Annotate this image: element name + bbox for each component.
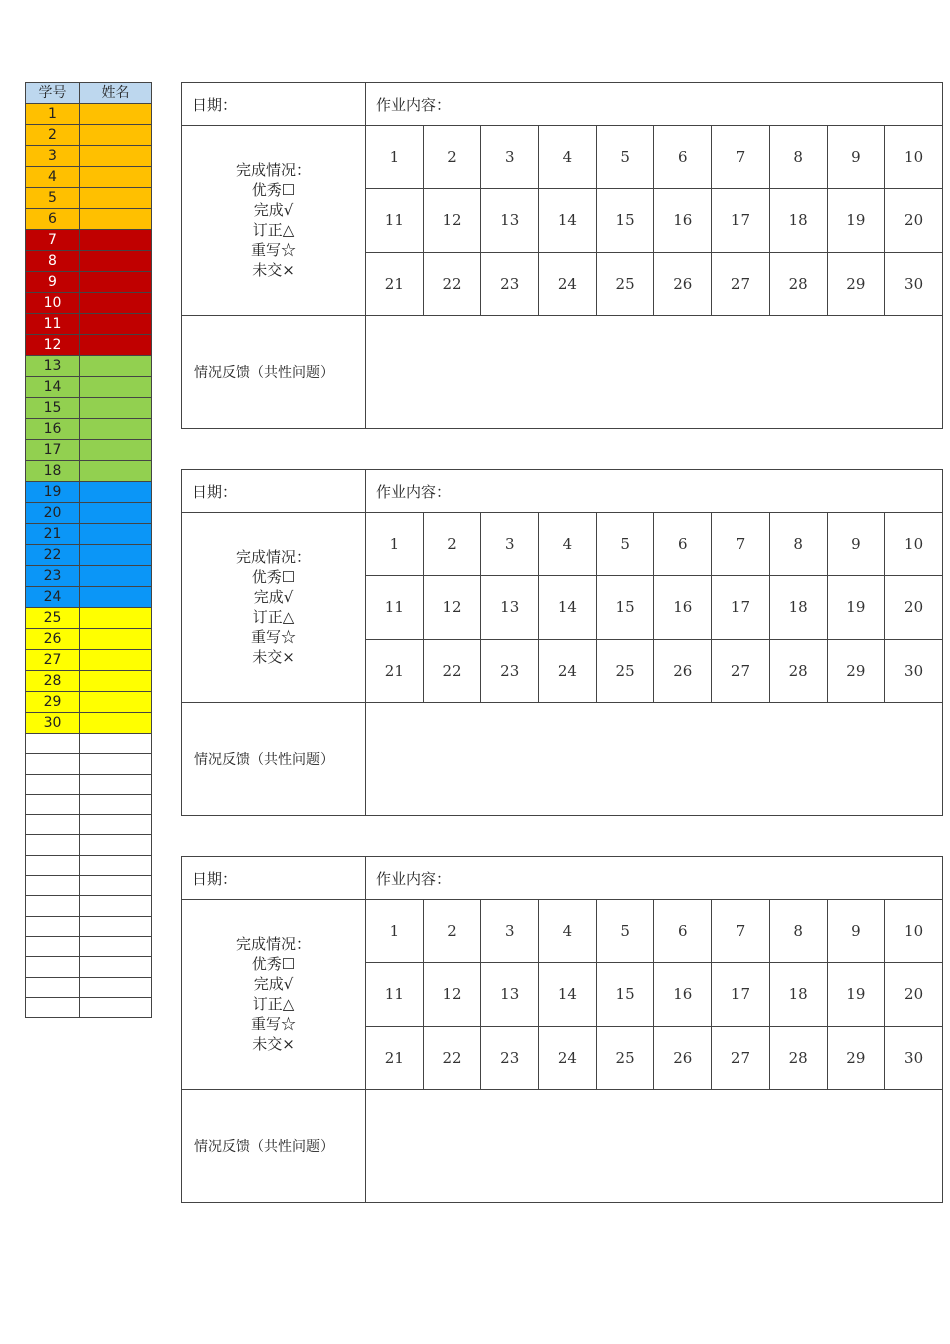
homework-content-field[interactable] — [366, 470, 943, 513]
student-status-cell[interactable]: 24 — [539, 252, 597, 315]
student-name-cell[interactable] — [80, 794, 152, 814]
student-status-cell[interactable]: 24 — [539, 639, 597, 702]
form-header-row — [182, 857, 943, 900]
student-status-cell[interactable]: 21 — [366, 639, 424, 702]
student-name-cell[interactable] — [80, 104, 152, 125]
status-row — [182, 900, 943, 963]
student-status-cell[interactable]: 15 — [596, 189, 654, 252]
student-status-cell[interactable]: 3 — [481, 126, 539, 189]
student-status-cell[interactable]: 28 — [769, 639, 827, 702]
roster-row — [26, 167, 152, 188]
student-number: 4 — [26, 167, 80, 188]
roster-row — [26, 146, 152, 167]
completion-title: 完成情况： — [235, 935, 311, 954]
student-name-cell[interactable] — [80, 377, 152, 398]
roster-row — [26, 692, 152, 713]
student-status-cell[interactable]: 16 — [654, 189, 712, 252]
student-status-cell[interactable]: 22 — [423, 1026, 481, 1089]
student-status-cell[interactable]: 28 — [769, 1026, 827, 1089]
roster-row — [26, 398, 152, 419]
student-number: 29 — [26, 692, 80, 713]
student-name-cell[interactable] — [80, 503, 152, 524]
student-number: 12 — [26, 335, 80, 356]
student-status-cell[interactable]: 23 — [481, 639, 539, 702]
student-status-cell[interactable]: 11 — [366, 576, 424, 639]
student-name-cell[interactable] — [80, 650, 152, 671]
student-status-cell[interactable]: 17 — [712, 189, 770, 252]
roster-empty-row — [26, 855, 152, 875]
student-status-cell[interactable]: 2 — [423, 900, 481, 963]
student-number: 22 — [26, 545, 80, 566]
student-status-cell[interactable]: 20 — [885, 576, 943, 639]
student-number: 15 — [26, 398, 80, 419]
roster-row — [26, 104, 152, 125]
student-number-cell[interactable] — [26, 876, 80, 896]
student-number-cell[interactable] — [26, 896, 80, 916]
homework-content-label: 作业内容： — [376, 869, 452, 888]
roster-row — [26, 377, 152, 398]
roster-row — [26, 587, 152, 608]
roster-empty-row — [26, 794, 152, 814]
roster-row — [26, 503, 152, 524]
student-name-cell[interactable] — [80, 835, 152, 855]
student-status-cell[interactable]: 17 — [712, 963, 770, 1026]
student-status-cell[interactable]: 16 — [654, 576, 712, 639]
student-name-cell[interactable] — [80, 125, 152, 146]
student-status-cell[interactable]: 4 — [539, 126, 597, 189]
student-number: 7 — [26, 230, 80, 251]
student-name-cell[interactable] — [80, 398, 152, 419]
student-status-cell[interactable]: 30 — [885, 1026, 943, 1089]
homework-form — [181, 82, 943, 429]
date-label: 日期： — [192, 869, 238, 888]
student-name-cell[interactable] — [80, 209, 152, 230]
student-number: 10 — [26, 293, 80, 314]
student-status-cell[interactable]: 28 — [769, 252, 827, 315]
student-status-cell[interactable]: 22 — [423, 639, 481, 702]
status-row — [182, 126, 943, 189]
student-status-cell[interactable]: 25 — [596, 1026, 654, 1089]
student-number-cell[interactable] — [26, 936, 80, 956]
homework-content-field[interactable] — [366, 83, 943, 126]
student-number: 25 — [26, 608, 80, 629]
student-status-cell[interactable]: 5 — [596, 900, 654, 963]
student-number-cell[interactable] — [26, 957, 80, 977]
status-row — [182, 513, 943, 576]
student-number: 14 — [26, 377, 80, 398]
legend-complete: 完成√ — [253, 588, 294, 607]
form-header-row — [182, 470, 943, 513]
form-header-row — [182, 83, 943, 126]
student-name-cell[interactable] — [80, 482, 152, 503]
roster-row — [26, 230, 152, 251]
completion-legend — [182, 513, 366, 703]
student-status-cell[interactable]: 27 — [712, 639, 770, 702]
feedback-area[interactable] — [366, 702, 943, 815]
student-status-cell[interactable]: 16 — [654, 963, 712, 1026]
student-status-cell[interactable]: 26 — [654, 1026, 712, 1089]
legend-rewrite: 重写☆ — [250, 241, 296, 260]
roster-row — [26, 356, 152, 377]
student-status-cell[interactable]: 8 — [769, 126, 827, 189]
student-number: 17 — [26, 440, 80, 461]
student-name-cell[interactable] — [80, 524, 152, 545]
roster-row — [26, 629, 152, 650]
student-status-cell[interactable]: 12 — [423, 576, 481, 639]
student-status-cell[interactable]: 22 — [423, 252, 481, 315]
student-number: 28 — [26, 671, 80, 692]
student-status-cell[interactable]: 7 — [712, 126, 770, 189]
student-name-cell[interactable] — [80, 461, 152, 482]
roster-row — [26, 419, 152, 440]
student-number: 20 — [26, 503, 80, 524]
student-number-cell[interactable] — [26, 774, 80, 794]
student-status-cell[interactable]: 4 — [539, 900, 597, 963]
student-name-cell[interactable] — [80, 293, 152, 314]
student-status-cell[interactable]: 6 — [654, 900, 712, 963]
student-name-cell[interactable] — [80, 566, 152, 587]
feedback-row — [182, 315, 943, 428]
student-status-cell[interactable]: 9 — [827, 900, 885, 963]
student-status-cell[interactable]: 11 — [366, 963, 424, 1026]
feedback-label: 情况反馈（共性问题） — [182, 702, 366, 815]
legend-excellent: 优秀☐ — [251, 568, 296, 587]
roster-empty-row — [26, 835, 152, 855]
student-name-cell[interactable] — [80, 356, 152, 377]
legend-excellent: 优秀☐ — [251, 181, 296, 200]
student-status-cell[interactable]: 19 — [827, 189, 885, 252]
homework-form — [181, 469, 943, 816]
student-status-cell[interactable]: 20 — [885, 963, 943, 1026]
student-status-cell[interactable]: 29 — [827, 1026, 885, 1089]
student-roster-table — [25, 82, 152, 1018]
student-name-cell[interactable] — [80, 896, 152, 916]
student-status-cell[interactable]: 30 — [885, 252, 943, 315]
student-name-cell[interactable] — [80, 957, 152, 977]
student-number: 21 — [26, 524, 80, 545]
student-name-cell[interactable] — [80, 314, 152, 335]
date-label: 日期： — [192, 95, 238, 114]
legend-excellent: 优秀☐ — [251, 955, 296, 974]
student-status-cell[interactable]: 29 — [827, 252, 885, 315]
student-status-cell[interactable]: 13 — [481, 963, 539, 1026]
feedback-area[interactable] — [366, 315, 943, 428]
roster-row — [26, 335, 152, 356]
student-name-cell[interactable] — [80, 692, 152, 713]
roster-row — [26, 713, 152, 734]
student-number-cell[interactable] — [26, 734, 80, 754]
date-label: 日期： — [192, 482, 238, 501]
student-number: 19 — [26, 482, 80, 503]
student-status-cell[interactable]: 18 — [769, 189, 827, 252]
homework-form — [181, 856, 943, 1203]
student-status-cell[interactable]: 9 — [827, 513, 885, 576]
feedback-row — [182, 1089, 943, 1202]
student-name-cell[interactable] — [80, 855, 152, 875]
student-name-cell[interactable] — [80, 545, 152, 566]
student-status-cell[interactable]: 23 — [481, 252, 539, 315]
roster-empty-row — [26, 896, 152, 916]
roster-row — [26, 440, 152, 461]
roster-empty-row — [26, 936, 152, 956]
student-name-cell[interactable] — [80, 419, 152, 440]
student-number: 30 — [26, 713, 80, 734]
roster-empty-row — [26, 734, 152, 754]
student-name-cell[interactable] — [80, 936, 152, 956]
student-status-cell[interactable]: 1 — [366, 126, 424, 189]
feedback-label: 情况反馈（共性问题） — [182, 315, 366, 428]
student-status-cell[interactable]: 21 — [366, 252, 424, 315]
student-status-cell[interactable]: 25 — [596, 252, 654, 315]
roster-row — [26, 524, 152, 545]
date-field[interactable] — [182, 470, 366, 513]
roster-row — [26, 209, 152, 230]
student-status-cell[interactable]: 24 — [539, 1026, 597, 1089]
student-status-cell[interactable]: 14 — [539, 963, 597, 1026]
student-number: 8 — [26, 251, 80, 272]
student-status-cell[interactable]: 14 — [539, 189, 597, 252]
student-number: 9 — [26, 272, 80, 293]
student-status-cell[interactable]: 26 — [654, 639, 712, 702]
roster-header-name: 姓名 — [80, 83, 152, 104]
student-name-cell[interactable] — [80, 251, 152, 272]
legend-complete: 完成√ — [253, 201, 294, 220]
student-name-cell[interactable] — [80, 272, 152, 293]
completion-title: 完成情况： — [235, 548, 311, 567]
student-status-cell[interactable]: 5 — [596, 126, 654, 189]
roster-row — [26, 566, 152, 587]
feedback-area[interactable] — [366, 1089, 943, 1202]
student-status-cell[interactable]: 14 — [539, 576, 597, 639]
student-status-cell[interactable]: 18 — [769, 576, 827, 639]
student-number: 3 — [26, 146, 80, 167]
student-name-cell[interactable] — [80, 167, 152, 188]
roster-row — [26, 314, 152, 335]
roster-empty-row — [26, 997, 152, 1017]
student-name-cell[interactable] — [80, 815, 152, 835]
legend-rewrite: 重写☆ — [250, 1015, 296, 1034]
roster-row — [26, 251, 152, 272]
student-number: 18 — [26, 461, 80, 482]
roster-row — [26, 293, 152, 314]
student-name-cell[interactable] — [80, 440, 152, 461]
homework-content-label: 作业内容： — [376, 95, 452, 114]
student-status-cell[interactable]: 9 — [827, 126, 885, 189]
legend-correction: 订正△ — [252, 608, 295, 627]
student-number: 26 — [26, 629, 80, 650]
student-status-cell[interactable]: 17 — [712, 576, 770, 639]
student-number-cell[interactable] — [26, 977, 80, 997]
student-status-cell[interactable]: 27 — [712, 252, 770, 315]
roster-empty-row — [26, 815, 152, 835]
student-status-cell[interactable]: 8 — [769, 900, 827, 963]
student-status-cell[interactable]: 18 — [769, 963, 827, 1026]
student-name-cell[interactable] — [80, 774, 152, 794]
student-name-cell[interactable] — [80, 188, 152, 209]
student-status-cell[interactable]: 19 — [827, 963, 885, 1026]
student-number: 27 — [26, 650, 80, 671]
roster-empty-row — [26, 774, 152, 794]
student-status-cell[interactable]: 1 — [366, 900, 424, 963]
student-status-cell[interactable]: 15 — [596, 576, 654, 639]
student-number-cell[interactable] — [26, 835, 80, 855]
roster-row — [26, 671, 152, 692]
student-number: 2 — [26, 125, 80, 146]
student-name-cell[interactable] — [80, 629, 152, 650]
student-status-cell[interactable]: 5 — [596, 513, 654, 576]
student-name-cell[interactable] — [80, 146, 152, 167]
student-name-cell[interactable] — [80, 608, 152, 629]
student-name-cell[interactable] — [80, 916, 152, 936]
student-status-cell[interactable]: 6 — [654, 126, 712, 189]
roster-empty-row — [26, 977, 152, 997]
legend-not-submitted: 未交× — [252, 1035, 295, 1054]
student-status-cell[interactable]: 27 — [712, 1026, 770, 1089]
completion-title: 完成情况： — [235, 161, 311, 180]
student-status-cell[interactable]: 4 — [539, 513, 597, 576]
student-status-cell[interactable]: 11 — [366, 189, 424, 252]
legend-complete: 完成√ — [253, 975, 294, 994]
legend-not-submitted: 未交× — [252, 648, 295, 667]
roster-empty-row — [26, 754, 152, 774]
student-number: 23 — [26, 566, 80, 587]
student-status-cell[interactable]: 19 — [827, 576, 885, 639]
student-name-cell[interactable] — [80, 335, 152, 356]
student-number: 5 — [26, 188, 80, 209]
student-status-cell[interactable]: 3 — [481, 513, 539, 576]
feedback-label: 情况反馈（共性问题） — [182, 1089, 366, 1202]
legend-rewrite: 重写☆ — [250, 628, 296, 647]
student-status-cell[interactable]: 1 — [366, 513, 424, 576]
student-status-cell[interactable]: 20 — [885, 189, 943, 252]
student-number: 24 — [26, 587, 80, 608]
student-name-cell[interactable] — [80, 230, 152, 251]
student-name-cell[interactable] — [80, 671, 152, 692]
student-name-cell[interactable] — [80, 587, 152, 608]
student-number-cell[interactable] — [26, 754, 80, 774]
student-status-cell[interactable]: 12 — [423, 189, 481, 252]
roster-empty-row — [26, 916, 152, 936]
legend-not-submitted: 未交× — [252, 261, 295, 280]
student-name-cell[interactable] — [80, 754, 152, 774]
completion-legend — [182, 900, 366, 1090]
student-name-cell[interactable] — [80, 734, 152, 754]
roster-row — [26, 482, 152, 503]
student-number: 11 — [26, 314, 80, 335]
student-status-cell[interactable]: 13 — [481, 189, 539, 252]
feedback-row — [182, 702, 943, 815]
student-status-cell[interactable]: 15 — [596, 963, 654, 1026]
student-status-cell[interactable]: 2 — [423, 126, 481, 189]
student-status-cell[interactable]: 10 — [885, 900, 943, 963]
roster-row — [26, 608, 152, 629]
student-name-cell[interactable] — [80, 997, 152, 1017]
student-status-cell[interactable]: 21 — [366, 1026, 424, 1089]
legend-correction: 订正△ — [252, 995, 295, 1014]
roster-row — [26, 188, 152, 209]
date-field[interactable] — [182, 83, 366, 126]
student-status-cell[interactable]: 6 — [654, 513, 712, 576]
roster-row — [26, 545, 152, 566]
roster-row — [26, 650, 152, 671]
student-status-cell[interactable]: 10 — [885, 513, 943, 576]
roster-body — [26, 104, 152, 1018]
student-status-cell[interactable]: 29 — [827, 639, 885, 702]
homework-content-label: 作业内容： — [376, 482, 452, 501]
legend-correction: 订正△ — [252, 221, 295, 240]
roster-row — [26, 125, 152, 146]
student-number-cell[interactable] — [26, 794, 80, 814]
student-number: 13 — [26, 356, 80, 377]
student-name-cell[interactable] — [80, 977, 152, 997]
student-status-cell[interactable]: 25 — [596, 639, 654, 702]
student-number: 16 — [26, 419, 80, 440]
roster-empty-row — [26, 876, 152, 896]
completion-legend — [182, 126, 366, 316]
student-number-cell[interactable] — [26, 855, 80, 875]
student-number-cell[interactable] — [26, 997, 80, 1017]
student-status-cell[interactable]: 7 — [712, 513, 770, 576]
roster-empty-row — [26, 957, 152, 977]
student-number-cell[interactable] — [26, 815, 80, 835]
student-status-cell[interactable]: 13 — [481, 576, 539, 639]
student-status-cell[interactable]: 7 — [712, 900, 770, 963]
student-status-cell[interactable]: 12 — [423, 963, 481, 1026]
student-status-cell[interactable]: 10 — [885, 126, 943, 189]
student-name-cell[interactable] — [80, 876, 152, 896]
roster-header-row — [26, 83, 152, 104]
homework-content-field[interactable] — [366, 857, 943, 900]
student-number-cell[interactable] — [26, 916, 80, 936]
student-number: 1 — [26, 104, 80, 125]
student-status-cell[interactable]: 23 — [481, 1026, 539, 1089]
student-status-cell[interactable]: 8 — [769, 513, 827, 576]
student-status-cell[interactable]: 2 — [423, 513, 481, 576]
student-status-cell[interactable]: 26 — [654, 252, 712, 315]
student-status-cell[interactable]: 30 — [885, 639, 943, 702]
student-name-cell[interactable] — [80, 713, 152, 734]
student-number: 6 — [26, 209, 80, 230]
roster-row — [26, 272, 152, 293]
roster-header-id: 学号 — [26, 83, 80, 104]
student-status-cell[interactable]: 3 — [481, 900, 539, 963]
date-field[interactable] — [182, 857, 366, 900]
roster-row — [26, 461, 152, 482]
